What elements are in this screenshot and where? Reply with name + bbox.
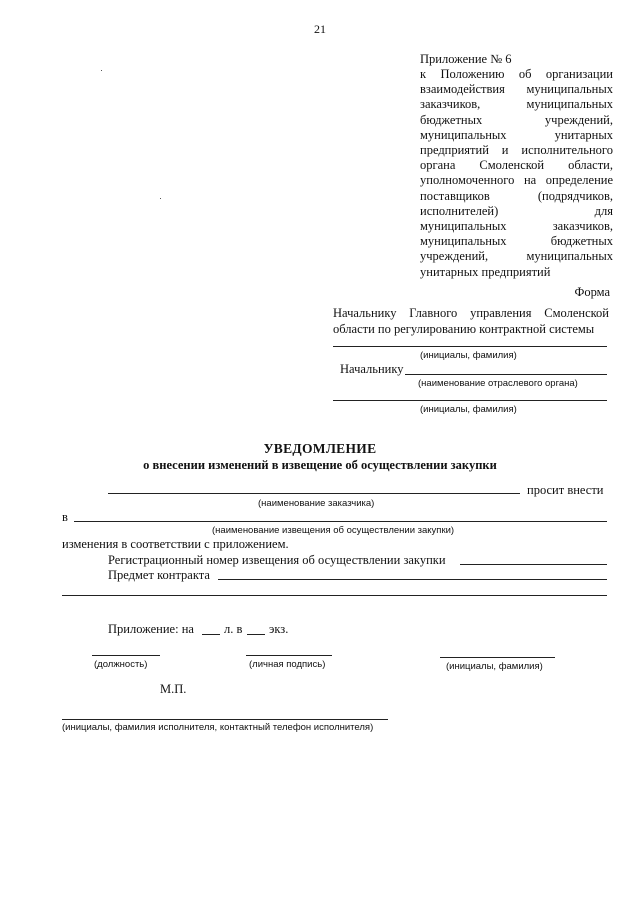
document-title: УВЕДОМЛЕНИЕ	[263, 441, 377, 456]
stamp-label: М.П.	[160, 682, 187, 696]
signature-line[interactable]	[246, 655, 332, 656]
body-name-line[interactable]	[405, 374, 607, 375]
appendix-line: уполномоченного на определение	[420, 173, 613, 188]
reg-number-label: Регистрационный номер извещения об осуществлении закупки	[108, 553, 446, 567]
appendix-line: учреждений, муниципальных	[420, 249, 613, 264]
scan-speck	[101, 70, 102, 71]
appendix-line: муниципальных бюджетных	[420, 234, 613, 249]
caption-body-name: (наименование отраслевого органа)	[418, 378, 578, 389]
signer-initials-line[interactable]	[440, 657, 555, 658]
executor-line[interactable]	[62, 719, 388, 720]
in-label: в	[62, 510, 68, 524]
attachment-sheets-line[interactable]	[202, 634, 220, 635]
contract-subject-label: Предмет контракта	[108, 568, 210, 582]
caption-customer: (наименование заказчика)	[258, 498, 375, 509]
scan-speck	[160, 198, 161, 199]
contract-subject-line-2[interactable]	[62, 595, 607, 596]
appendix-line: к Положению об организации	[420, 67, 613, 81]
chief-label: Начальнику	[340, 362, 404, 376]
caption-signature: (личная подпись)	[249, 659, 326, 670]
caption-notice: (наименование извещения об осуществлении закупки)	[212, 525, 455, 536]
caption-position: (должность)	[94, 659, 148, 670]
appendix-line: унитарных предприятий	[420, 264, 551, 279]
caption-initials: (инициалы, фамилия)	[420, 404, 517, 415]
page-number: 21	[314, 22, 326, 36]
appendix-line: заказчиков, муниципальных	[420, 97, 613, 112]
document-subtitle: о внесении изменений в извещение об осуществлении закупки	[143, 458, 497, 472]
appendix-line: предприятий и исполнительного	[420, 143, 613, 158]
appendix-line: бюджетных учреждений,	[420, 112, 613, 127]
appendix-line: органа Смоленской области,	[420, 158, 613, 173]
asks-to-make-label: просит внести	[527, 483, 604, 497]
attachment-copies-line[interactable]	[247, 634, 265, 635]
changes-text: изменения в соответствии с приложением.	[62, 537, 289, 551]
caption-initials: (инициалы, фамилия)	[420, 350, 517, 361]
form-label: Форма	[574, 285, 610, 299]
attachment-label: Приложение: на	[108, 622, 194, 636]
position-line[interactable]	[92, 655, 160, 656]
attachment-copies-label: экз.	[269, 622, 289, 636]
notice-name-line[interactable]	[74, 521, 607, 522]
chief-initials-line[interactable]	[333, 400, 607, 401]
appendix-line: муниципальных заказчиков,	[420, 219, 613, 234]
addressee-line: Начальнику Главного управления Смоленской	[333, 306, 609, 320]
customer-name-line[interactable]	[108, 493, 520, 494]
reg-number-line[interactable]	[460, 564, 607, 565]
contract-subject-line[interactable]	[218, 579, 607, 580]
caption-executor: (инициалы, фамилия исполнителя, контактный телефон исполнителя)	[62, 722, 374, 733]
addressee-block	[333, 305, 609, 337]
attachment-sheets-label: л. в	[224, 622, 243, 636]
caption-signer-initials: (инициалы, фамилия)	[446, 661, 543, 672]
appendix-body	[420, 67, 613, 280]
appendix-line: исполнителей) для	[420, 203, 613, 218]
appendix-line: поставщиков (подрядчиков,	[420, 188, 613, 203]
appendix-line: взаимодействия муниципальных	[420, 82, 613, 97]
appendix-title: Приложение № 6	[420, 52, 512, 66]
appendix-line: муниципальных унитарных	[420, 127, 613, 142]
addressee-initials-line[interactable]	[333, 346, 607, 347]
addressee-line: области по регулированию контрактной системы	[333, 322, 595, 336]
